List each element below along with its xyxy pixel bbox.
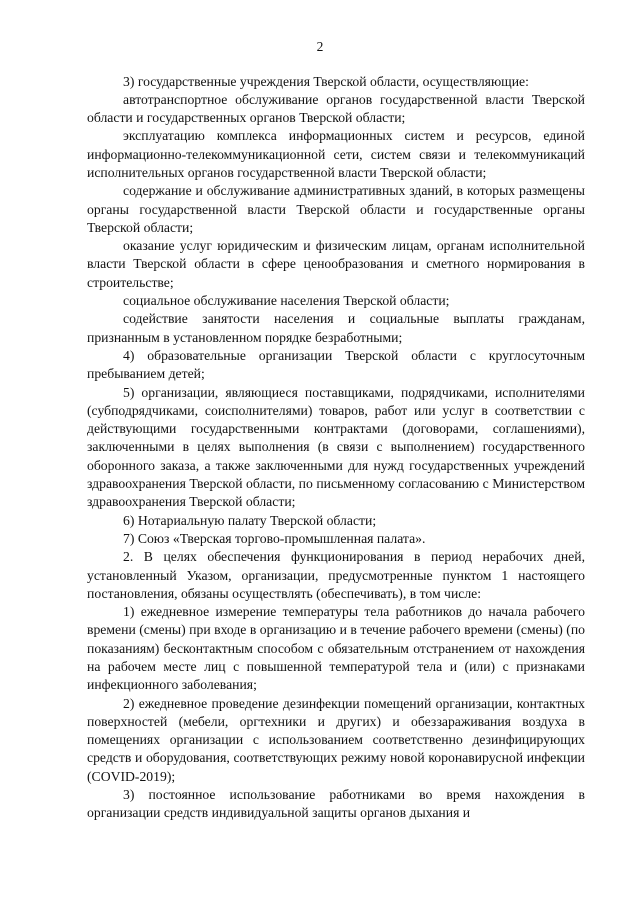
- paragraph: оказание услуг юридическим и физическим лицам, органам исполнительной власти Тверской области в сфере ценообразования и сметного нормирования в строительстве;: [87, 238, 585, 290]
- document-body: [87, 73, 585, 823]
- paragraph: 6) Нотариальную палату Тверской области;: [123, 512, 377, 528]
- paragraph: 2. В целях обеспечения функционирования в период нерабочих дней, установленный Указом, организации, предусмотренные пунктом 1 настоящего постановления, обязаны осуществлять (обеспечивать), в том числе:: [87, 549, 585, 601]
- paragraph: 3) государственные учреждения Тверской области, осуществляющие:: [123, 73, 529, 89]
- paragraph: содержание и обслуживание административных зданий, в которых размещены органы государственной власти Тверской области и государственные органы Тверской области;: [87, 183, 585, 235]
- page-number: 2: [316, 39, 324, 54]
- paragraph: 3) постоянное использование работниками во время нахождения в организации средств индивидуальной защиты органов дыхания и: [87, 787, 585, 821]
- paragraph: 1) ежедневное измерение температуры тела работников до начала рабочего времени (смены) при входе в организацию и в течение рабочего времени (смены) (по показаниям) бесконтактным способом с обязательным отстранением от нахождения на рабочем месте лиц с повышенной температурой тела и (или) с признаками инфекционного заболевания;: [87, 604, 585, 693]
- paragraph: 4) образовательные организации Тверской области с круглосуточным пребыванием детей;: [87, 347, 585, 382]
- paragraph: содействие занятости населения и социальные выплаты гражданам, признанным в установленном порядке безработными;: [87, 311, 585, 345]
- paragraph: 7) Союз «Тверская торгово-промышленная палата».: [123, 530, 426, 546]
- paragraph: эксплуатацию комплекса информационных систем и ресурсов, единой информационно-телекоммуникационной сети, систем связи и телекоммуникаций исполнительных органов государственной власти Тверской области;: [87, 128, 585, 180]
- paragraph: 2) ежедневное проведение дезинфекции помещений организации, контактных поверхностей (мебели, оргтехники и других) и обеззараживания воздуха в помещениях организации с использованием соответственно дезинфицирующих средств и оборудования, соответствующих режиму новой коронавирусной инфекции (COVID-2019);: [87, 695, 585, 784]
- paragraph: автотранспортное обслуживание органов государственной власти Тверской области и государственных органов Тверской области;: [87, 91, 585, 126]
- paragraph: 5) организации, являющиеся поставщиками, подрядчиками, исполнителями (субподрядчиками, соисполнителями) товаров, работ или услуг в соответствии с действующими государственными контрактами (договорами, соглашениями), заключенными в целях выполнения (в связи с выполнением) государственного оборонного заказа, а также заключенными для нужд государственных учреждений здравоохранения Тверской области, по письменному согласованию с Министерством здравоохранения Тверской области;: [87, 384, 585, 510]
- paragraph: социальное обслуживание населения Тверской области;: [123, 293, 450, 309]
